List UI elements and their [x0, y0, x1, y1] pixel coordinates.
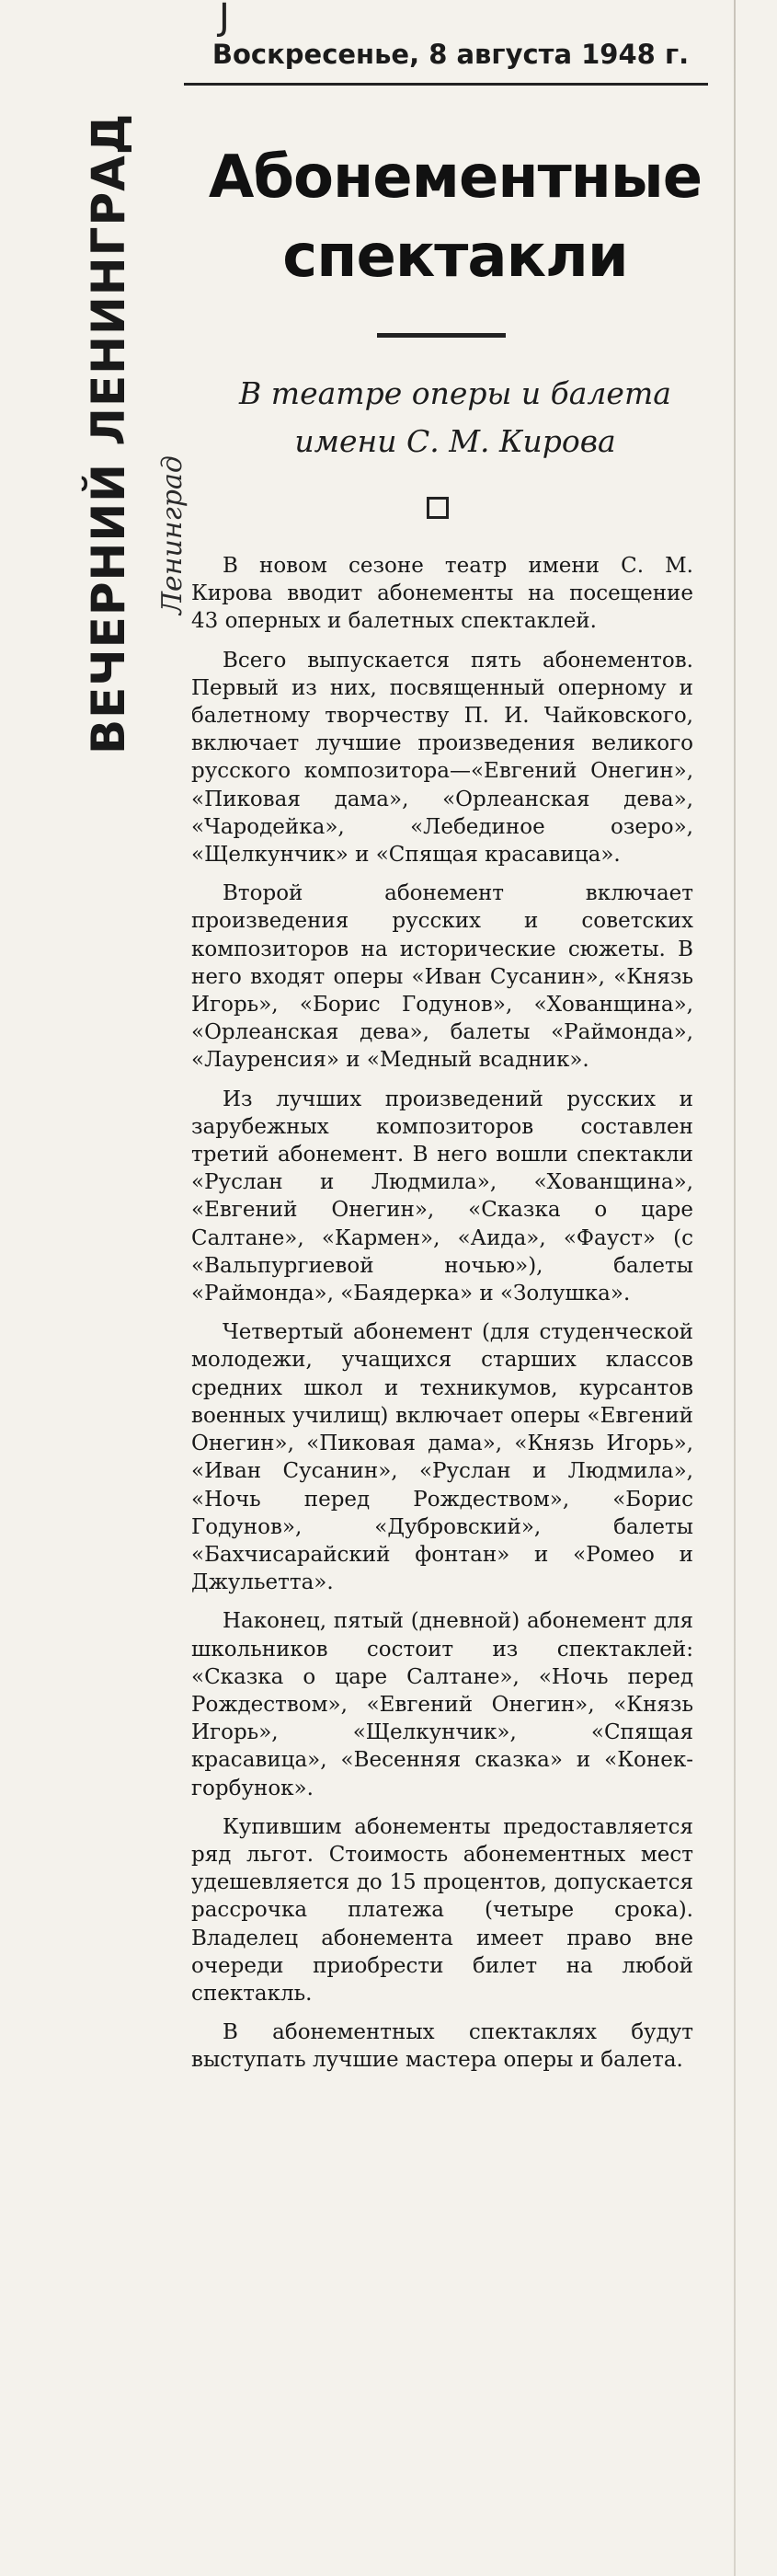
newspaper-title-vertical: ВЕЧЕРНИЙ ЛЕНИНГРАД — [82, 112, 135, 754]
headline-rule — [377, 333, 506, 338]
article-paragraph-4: Из лучших произведений русских и зарубежных композиторов составлен третий абонемент. В него вошли спектакли «Руслан и Людмила», «Хованщина», «Евгений Онегин», «Сказка о царе Салтане», «Кармен», «Аида», «Фауст» (с «Вальпургиевой ночью»), балеты «Раймонда», «Баядерка» и «Золушка». — [191, 1087, 693, 1306]
article-paragraph-8: В абонементных спектаклях будут выступать лучшие мастера оперы и балета. — [191, 2020, 693, 2073]
article-headline: Абонементные спектакли — [208, 144, 703, 291]
newspaper-subtitle-vertical: Ленинград — [156, 455, 189, 615]
article-paragraph-1: В новом сезоне театр имени С. М. Кирова вводит абонементы на посещение 43 оперных и балетных спектаклей. — [191, 554, 693, 634]
square-ornament-icon — [427, 497, 449, 519]
page-edge-shadow — [734, 0, 736, 2576]
article-subhead: В театре оперы и балета имени С. М. Кирова — [239, 375, 671, 459]
dateline-rule — [184, 83, 708, 86]
article-paragraph-6: Наконец, пятый (дневной) абонемент для школьников состоит из спектаклей: «Сказка о царе Салтане», «Ночь перед Рождеством», «Евгений Онегин», «Князь Игорь», «Щелкунчик», «Спящая красавица», «Весенняя сказка» и «Конек-горбунок». — [191, 1609, 693, 1800]
article-paragraph-5: Четвертый абонемент (для студенческой молодежи, учащихся старших классов средних школ и техникумов, курсантов военных училищ) включает оперы «Евгений Онегин», «Пиковая дама», «Князь Игорь», «Иван Сусанин», «Руслан и Людмила», «Ночь перед Рождеством», «Борис Годунов», «Дубровский», балеты «Бахчисарайский фонтан» и «Ромео и Джульетта». — [191, 1320, 693, 1595]
dateline: Воскресенье, 8 августа 1948 г. — [211, 39, 690, 70]
article-paragraph-3: Второй абонемент включает произведения русских и советских композиторов на исторические сюжеты. В него входят оперы «Иван Сусанин», «Князь Игорь», «Борис Годунов», «Хованщина», «Орлеанская дева», балеты «Раймонда», «Лауренсия» и «Медный всадник». — [191, 881, 693, 1073]
article-paragraph-2: Всего выпускается пять абонементов. Первый из них, посвященный оперному и балетному творчеству П. И. Чайковского, включает лучшие произведения великого русского композитора—«Евгений Онегин», «Пиковая дама», «Орлеанская дева», «Чародейка», «Лебединое озеро», «Щелкунчик» и «Спящая красавица». — [191, 648, 693, 868]
article-body — [191, 552, 693, 2086]
masthead-stamp — [81, 112, 189, 754]
corner-mark: J — [219, 0, 230, 39]
article-paragraph-7: Купившим абонементы предоставляется ряд льгот. Стоимость абонементных мест удешевляется до 15 процентов, допускается рассрочка платежа (четыре срока). Владелец абонемента имеет право вне очереди приобрести билет на любой спектакль. — [191, 1814, 693, 2006]
